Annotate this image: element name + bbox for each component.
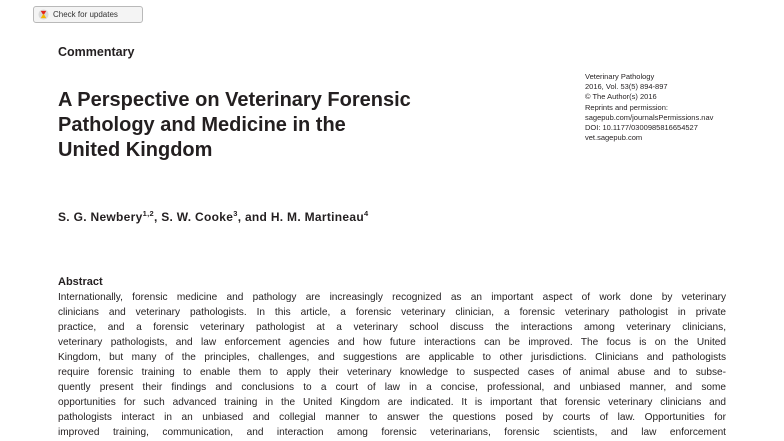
reprints-label: Reprints and permission: — [585, 102, 668, 112]
crossmark-icon — [38, 9, 49, 20]
author-affiliation: 4 — [364, 209, 369, 218]
doi[interactable]: DOI: 10.1177/0300985816654527 — [585, 123, 698, 133]
author-affiliation: 1,2 — [142, 209, 154, 218]
abstract-line: Kingdom, but many of the principles, challenges, and suggestions are applicable to other jurisdictions. Clinicians and pathologists — [58, 352, 726, 363]
copyright: © The Author(s) 2016 — [585, 92, 657, 102]
journal-volume: 2016, Vol. 53(5) 894-897 — [585, 82, 668, 92]
journal-website-link[interactable]: vet.sagepub.com — [585, 133, 643, 143]
abstract-line: practice, and a forensic veterinary pathologist at a veterinary school discuss the interactions among veterinary clinicians, — [58, 322, 726, 333]
abstract-line: pathologists interact in an unbiased and collegial manner to answer the questions posed by courts of law. Opportunities for — [58, 412, 726, 423]
abstract-line: quently present their findings and conclusions to a court of law in a concise, professional, and unbiased manner, and some — [58, 382, 726, 393]
journal-metadata — [585, 72, 713, 143]
author-affiliation: 3 — [233, 209, 238, 218]
abstract-line: Internationally, forensic medicine and pathology are increasingly recognized as an important aspect of work done by veterinary — [58, 292, 726, 303]
abstract-line: veterinary pathologists, and law enforcement agencies and how future interactions can be improved. The focus is on the United — [58, 337, 726, 348]
check-for-updates-label: Check for updates — [53, 10, 118, 19]
author-name: S. G. Newbery — [58, 210, 143, 224]
author-separator: , and — [237, 210, 271, 224]
journal-name: Veterinary Pathology — [585, 72, 655, 81]
abstract-line: require forensic training to enable them to apply their veterinary knowledge to suspected cases of animal abuse and to subse- — [58, 367, 726, 378]
author-name: H. M. Martineau — [270, 210, 365, 224]
article-title — [58, 88, 498, 163]
title-line: A Perspective on Veterinary Forensic — [58, 89, 411, 111]
author-list — [58, 210, 369, 224]
permissions-link[interactable]: sagepub.com/journalsPermissions.nav — [585, 112, 714, 122]
title-line: United Kingdom — [58, 139, 213, 161]
author-separator: , — [153, 210, 162, 224]
abstract-heading: Abstract — [58, 276, 103, 288]
title-line: Pathology and Medicine in the — [58, 114, 346, 136]
section-label: Commentary — [58, 45, 135, 59]
check-for-updates-badge[interactable] — [33, 6, 143, 23]
abstract-line: improved training, communication, and interaction among forensic veterinarians, forensic scientists, and law enforcement — [58, 427, 726, 438]
abstract-line: clinicians and veterinary pathologists. In this article, a forensic veterinary clinician, a forensic veterinary pathologist in private — [58, 307, 726, 318]
author-name: S. W. Cooke — [161, 210, 234, 224]
abstract-line: opportunities for such advanced training in the United Kingdom are indicated. It is important that forensic veterinary clinicians and — [58, 397, 726, 408]
abstract-body — [58, 290, 726, 440]
